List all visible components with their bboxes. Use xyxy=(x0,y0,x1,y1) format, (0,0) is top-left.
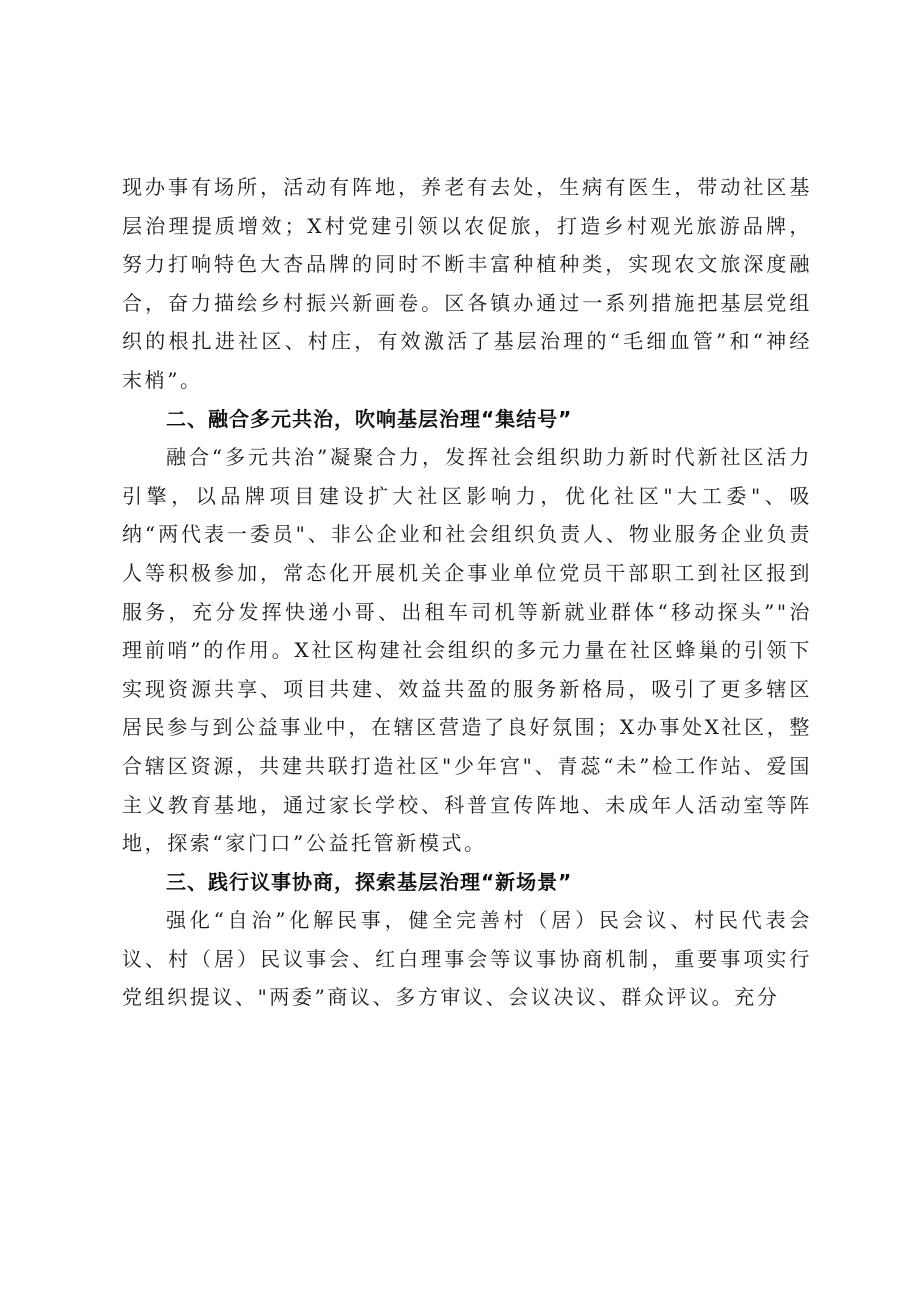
paragraph-section-2: 融合“多元共治”凝聚合力，发挥社会组织助力新时代新社区活力引擎，以品牌项目建设扩大社区影响力，优化社区"大工委"、吸纳“两代表一委员"、非公企业和社会组织负责人、物业服务企业负责人等积极参加，常态化开展机关企事业单位党员干部职工到社区报到服务，充分发挥快递小哥、出租车司机等新就业群体“移动探头”"治理前哨”的作用。X社区构建社会组织的多元力量在社区蜂巢的引领下实现资源共享、项目共建、效益共盈的服务新格局，吸引了更多辖区居民参与到公益事业中，在辖区营造了良好氛围；X办事处X社区，整合辖区资源，共建共联打造社区"少年宫"、青蕊“未”检工作站、爱国主义教育基地，通过家长学校、科普宣传阵地、未成年人活动室等阵地，探索“家门口”公益托管新模式。 xyxy=(122,445,812,856)
document-body xyxy=(122,168,812,1017)
paragraph-section-3: 强化“自治”化解民事，健全完善村（居）民会议、村民代表会议、村（居）民议事会、红白理事会等议事协商机制，重要事项实行党组织提议、"两委”商议、多方审议、会议决议、群众评议。充分 xyxy=(122,908,812,1010)
section-heading-2: 二、融合多元共治，吹响基层治理“集结号” xyxy=(166,406,573,431)
paragraph-continuation: 现办事有场所，活动有阵地，养老有去处，生病有医生，带动社区基层治理提质增效；X村党建引领以农促旅，打造乡村观光旅游品牌，努力打响特色大杏品牌的同时不断丰富种植种类，实现农文旅深度融合，奋力描绘乡村振兴新画卷。区各镇办通过一系列措施把基层党组织的根扎进社区、村庄，有效激活了基层治理的“毛细血管”和“神经末梢”。 xyxy=(122,175,812,392)
section-heading-3: 三、践行议事协商，探索基层治理“新场景” xyxy=(166,869,573,894)
